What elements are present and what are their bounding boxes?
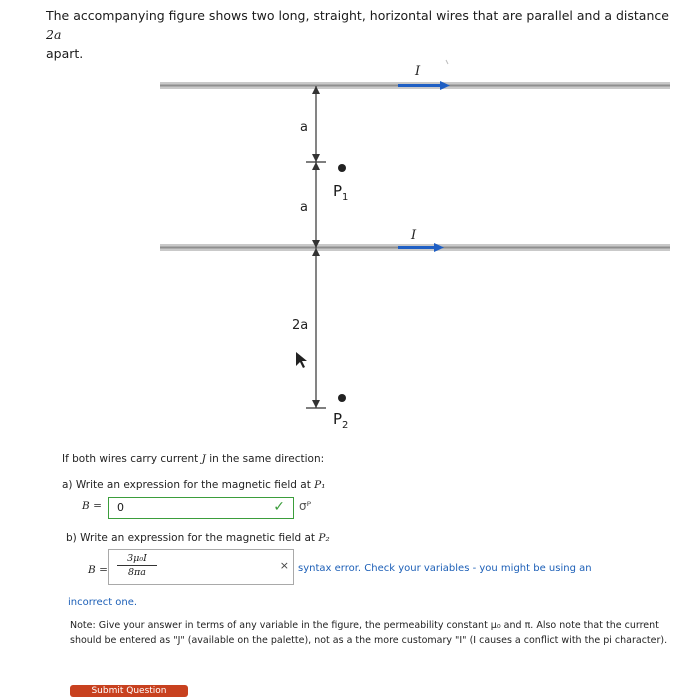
p2-dot [338, 394, 346, 402]
label-2a: 2a [292, 318, 309, 333]
syntax-error-message-cont: incorrect one. [68, 597, 138, 608]
syntax-error-message: syntax error. Check your variables - you might be using an [298, 563, 592, 574]
intro-end: apart. [46, 46, 84, 61]
p2-label: $P_2$ [333, 410, 349, 431]
part-a-var: B = [82, 500, 102, 512]
bottom-current-label: I [411, 228, 417, 243]
part-a-answer-field[interactable] [108, 497, 294, 519]
correct-check-icon: ✓ [273, 499, 285, 515]
intro-text: The accompanying figure shows two long, straight, horizontal wires that are parallel and a distance [46, 8, 669, 23]
answer-note: Note: Give your answer in terms of any variable in the figure, the permeability constant μ₀ and π. Also note that the current should be entered as "J" (available on the palette), not as a the more customary "I" (I causes a conflict with the pi character). [70, 620, 668, 646]
part-b-numerator: 3μ₀I [117, 553, 157, 566]
question-lead: If both wires carry current J in the same direction: [62, 453, 325, 465]
part-b-var: B = [88, 564, 108, 576]
submit-question-button[interactable]: Submit Question [70, 685, 188, 697]
label-a-bottom: a [300, 200, 308, 215]
sigma-palette-icon[interactable]: σᴾ [299, 499, 312, 513]
part-a-prompt: a) Write an expression for the magnetic field at P₁ [62, 479, 326, 491]
wrong-x-icon: × [279, 559, 289, 572]
part-b-fraction [117, 553, 157, 578]
p1-dot [338, 164, 346, 172]
p1-label: $P_1$ [333, 182, 349, 203]
part-b-prompt: b) Write an expression for the magnetic field at P₂ [66, 532, 330, 544]
top-current-label: I [415, 64, 421, 79]
intro-distance: 2a [46, 27, 62, 42]
mouse-cursor [296, 352, 307, 368]
part-b-answer-field[interactable] [108, 549, 294, 585]
part-b-denominator: 8πa [128, 567, 146, 578]
label-a-top: a [300, 120, 308, 135]
part-a-answer-value: 0 [117, 501, 124, 514]
